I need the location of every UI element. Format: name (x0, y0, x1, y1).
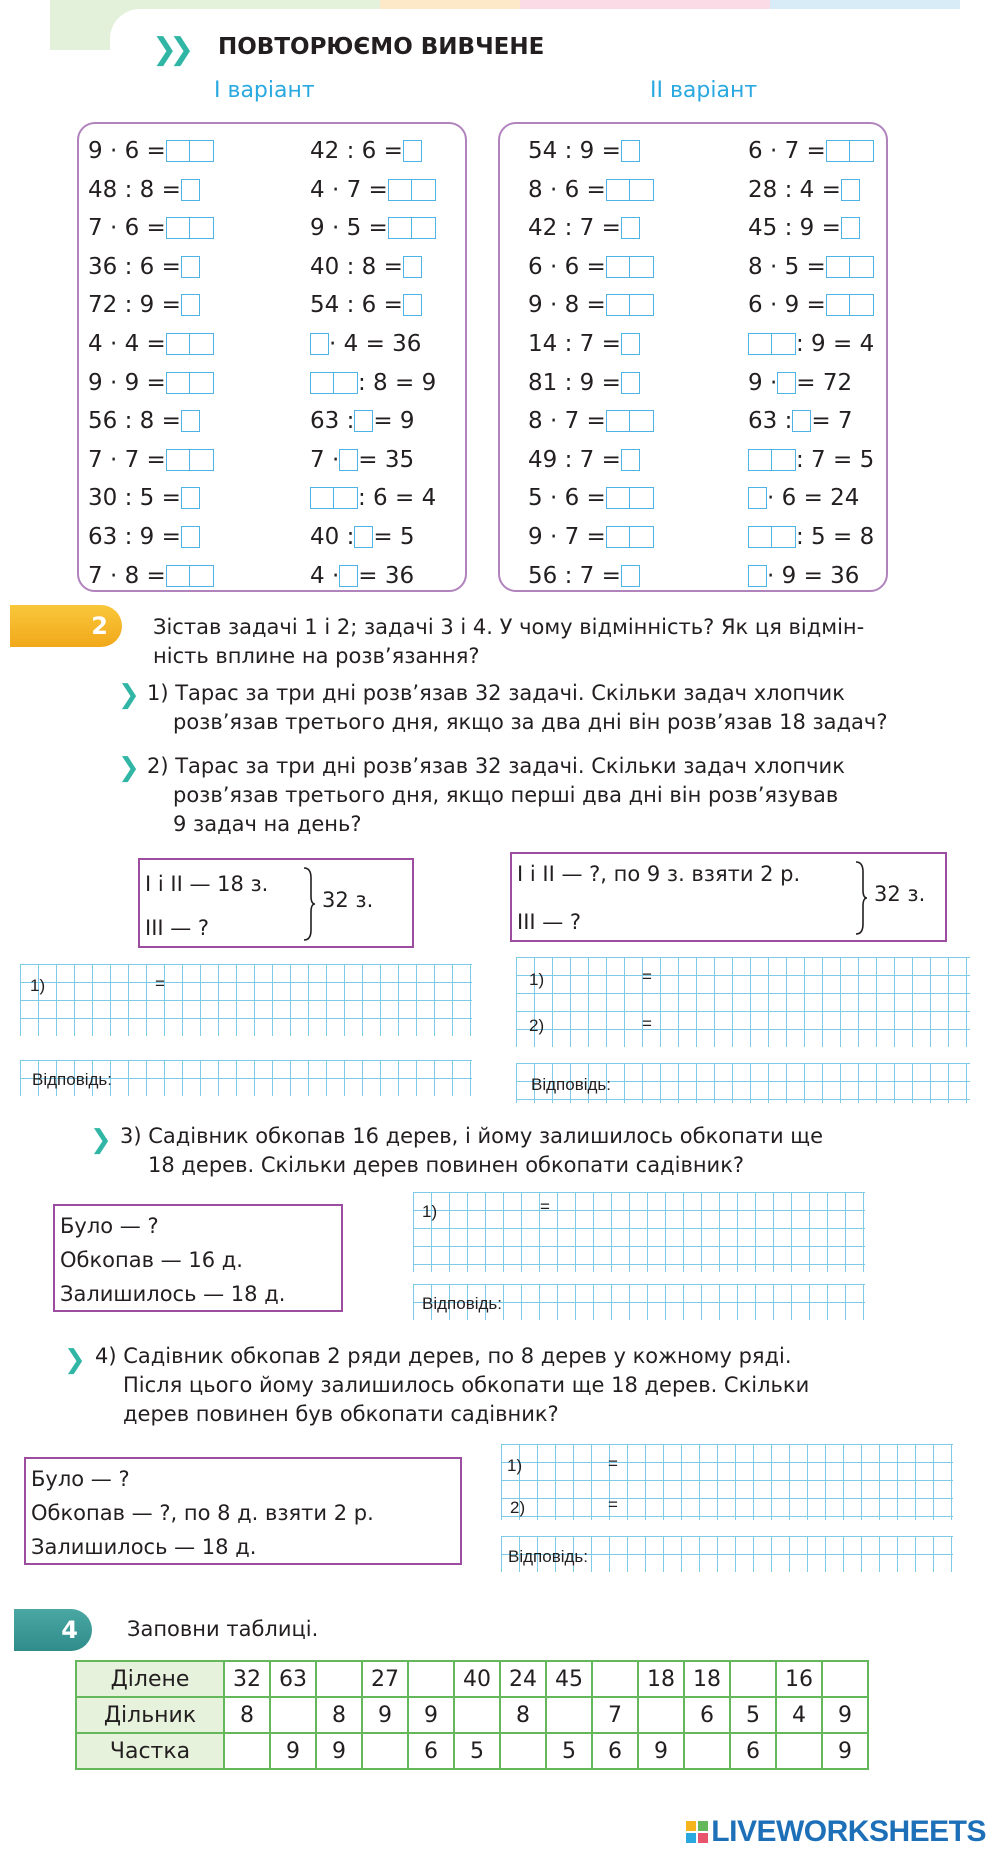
answer-label: Відповідь: (32, 1070, 113, 1089)
answer-box[interactable] (181, 410, 200, 432)
answer-box-two-digit[interactable] (310, 372, 358, 394)
row-header: Дільник (76, 1697, 224, 1733)
answer-box-two-digit[interactable] (748, 449, 796, 471)
exercise-item: 9 · 6 = (88, 137, 214, 165)
exercise-item: 9 · 5 = (310, 214, 436, 242)
condition-3-box: Було — ? Обкопав — 16 д. Залишилось — 18 д. (53, 1204, 343, 1312)
answer-label: Відповідь: (531, 1075, 612, 1094)
exercise-item: 49 : 7 = (528, 446, 640, 474)
exercise-item: 48 : 8 = (88, 176, 200, 204)
exercise-item: 36 : 6 = (88, 253, 200, 281)
problem-3-text: 3) Садівник обкопав 16 дерев, і йому залишилось обкопати ще 18 дерев. Скільки дерев повинен обкопати садівник? (120, 1124, 823, 1177)
exercise-item: 8 · 5 = (748, 253, 874, 281)
page-title: ПОВТОРЮЄМО ВИВЧЕНЕ (218, 34, 545, 60)
answer-box[interactable] (748, 487, 767, 509)
exercise-item: : 6 = 4 (310, 484, 436, 512)
exercise-item: 42 : 7 = (528, 214, 640, 242)
exercise-item: 8 · 6 = (528, 176, 654, 204)
step-label: 1) (30, 976, 46, 995)
exercise-item: 8 · 7 = (528, 407, 654, 435)
table-cell[interactable] (684, 1733, 730, 1769)
exercise-item: 6 · 9 = (748, 291, 874, 319)
table-row (76, 1661, 868, 1697)
answer-box-two-digit[interactable] (606, 487, 654, 509)
table-cell: 63 (270, 1661, 316, 1697)
equals-sign: = (642, 1014, 652, 1033)
table-cell: 9 (822, 1697, 868, 1733)
exercise-item: 56 : 8 = (88, 407, 200, 435)
table-cell: 9 (316, 1733, 362, 1769)
answer-box[interactable] (181, 526, 200, 548)
table-cell: 6 (730, 1733, 776, 1769)
table-cell: 9 (822, 1733, 868, 1769)
table-cell: 45 (546, 1661, 592, 1697)
answer-box-two-digit[interactable] (388, 179, 436, 201)
problem-4-arrow-icon: ❯ (64, 1345, 86, 1375)
strip-pink (520, 0, 770, 9)
table-cell: 8 (224, 1697, 270, 1733)
table-cell[interactable] (730, 1661, 776, 1697)
exercise-item: 40 : = 5 (310, 524, 415, 550)
answer-box-two-digit[interactable] (388, 217, 436, 239)
answer-box[interactable] (354, 410, 373, 432)
liveworksheets-logo: LIVEWORKSHEETS (686, 1815, 986, 1849)
table-cell[interactable] (500, 1733, 546, 1769)
problem-2-text: 2) Тарас за три дні розв’язав 32 задачі. Скільки задач хлопчик розв’язав третього дня, якщо перші два дні він розв’язував 9 задач на день? (147, 754, 845, 836)
table-cell[interactable] (362, 1733, 408, 1769)
condition-4-box: Було — ? Обкопав — ?, по 8 д. взяти 2 р. Залишилось — 18 д. (24, 1457, 462, 1565)
exercise-item: 14 : 7 = (528, 330, 640, 358)
table-cell: 4 (776, 1697, 822, 1733)
task-4-badge: 4 (14, 1609, 92, 1651)
equals-sign: = (540, 1197, 550, 1216)
exercise-item: : 8 = 9 (310, 369, 436, 397)
exercise-item: 30 : 5 = (88, 484, 200, 512)
table-cell[interactable] (270, 1697, 316, 1733)
exercise-item: · 4 = 36 (310, 330, 421, 358)
exercise-item: 9 · 9 = (88, 369, 214, 397)
exercise-item: 63 : = 7 (748, 408, 853, 435)
exercise-item: : 9 = 4 (748, 330, 874, 358)
answer-box[interactable] (777, 372, 796, 394)
exercise-item: 72 : 9 = (88, 291, 200, 319)
table-row (76, 1697, 868, 1733)
task-2-intro: Зістав задачі 1 і 2; задачі 3 і 4. У чому відмінність? Як ця відмін- ність вплине на розв’язання? (153, 615, 865, 668)
solution-grid-3[interactable] (413, 1192, 865, 1272)
table-cell: 5 (730, 1697, 776, 1733)
exercise-item: 6 · 7 = (748, 137, 874, 165)
solution-grid-1[interactable] (20, 964, 472, 1036)
answer-box-two-digit[interactable] (166, 565, 214, 587)
answer-box[interactable] (181, 256, 200, 278)
table-cell[interactable] (776, 1733, 822, 1769)
table-cell[interactable] (638, 1697, 684, 1733)
exercise-item: 5 · 6 = (528, 484, 654, 512)
task-4-prompt: Заповни таблиці. (127, 1617, 319, 1641)
answer-label: Відповідь: (422, 1294, 503, 1313)
answer-box[interactable] (621, 565, 640, 587)
answer-box-two-digit[interactable] (310, 487, 358, 509)
step-label: 1) (422, 1202, 438, 1221)
answer-box[interactable] (403, 140, 422, 162)
answer-box[interactable] (621, 217, 640, 239)
row-header: Частка (76, 1733, 224, 1769)
problem-3-arrow-icon: ❯ (90, 1125, 112, 1155)
table-cell: 18 (684, 1661, 730, 1697)
answer-box[interactable] (181, 487, 200, 509)
table-cell: 7 (592, 1697, 638, 1733)
table-cell: 32 (224, 1661, 270, 1697)
exercise-item: 63 : 9 = (88, 523, 200, 551)
table-cell: 6 (684, 1697, 730, 1733)
table-cell: 5 (454, 1733, 500, 1769)
row-header: Ділене (76, 1661, 224, 1697)
answer-box-two-digit[interactable] (166, 449, 214, 471)
table-cell[interactable] (546, 1697, 592, 1733)
table-cell: 16 (776, 1661, 822, 1697)
answer-box-two-digit[interactable] (826, 256, 874, 278)
answer-box-two-digit[interactable] (606, 179, 654, 201)
table-cell: 18 (638, 1661, 684, 1697)
step-label: 1) (529, 970, 545, 989)
exercise-item: 54 : 6 = (310, 291, 422, 319)
double-chevron-icon: ❯❯ (152, 32, 187, 67)
table-cell: 8 (316, 1697, 362, 1733)
answer-box[interactable] (621, 333, 640, 355)
answer-box-two-digit[interactable] (826, 294, 874, 316)
answer-box-two-digit[interactable] (166, 140, 214, 162)
answer-box-two-digit[interactable] (606, 294, 654, 316)
answer-box[interactable] (621, 372, 640, 394)
table-cell: 9 (638, 1733, 684, 1769)
step-label: 1) (507, 1456, 523, 1475)
answer-box-two-digit[interactable] (606, 526, 654, 548)
problem-1-arrow-icon: ❯ (118, 680, 140, 710)
equals-sign: = (608, 1495, 618, 1514)
table-cell: 9 (270, 1733, 316, 1769)
answer-box[interactable] (339, 449, 358, 471)
exercise-item: 6 · 6 = (528, 253, 654, 281)
answer-box[interactable] (181, 179, 200, 201)
exercise-item: 40 : 8 = (310, 253, 422, 281)
table-cell: 6 (408, 1733, 454, 1769)
strip-green (180, 0, 380, 9)
table-cell: 40 (454, 1661, 500, 1697)
table-cell[interactable] (454, 1697, 500, 1733)
answer-box[interactable] (748, 565, 767, 587)
step-label: 2) (510, 1498, 526, 1517)
exercise-item: 63 : = 9 (310, 408, 415, 435)
exercise-item: 7 · = 35 (310, 446, 415, 473)
problem-4-text: 4) Садівник обкопав 2 ряди дерев, по 8 дерев у кожному ряді. Після цього йому залишилось обкопати ще 18 дерев. Скільки дерев повинен був обкопати садівник? (95, 1344, 810, 1426)
equals-sign: = (155, 974, 165, 993)
variant-2-label: ІІ варіант (650, 78, 758, 103)
table-cell[interactable] (822, 1661, 868, 1697)
answer-box[interactable] (621, 140, 640, 162)
logo-icon (686, 1821, 708, 1843)
answer-box[interactable] (621, 449, 640, 471)
table-cell: 8 (500, 1697, 546, 1733)
condition-1-box: І і ІІ — 18 з. ІІІ — ? 32 з. (138, 858, 414, 948)
equals-sign: = (608, 1454, 618, 1473)
exercise-item: 56 : 7 = (528, 562, 640, 590)
answer-box[interactable] (181, 294, 200, 316)
exercise-item: 4 · 4 = (88, 330, 214, 358)
exercise-item: · 9 = 36 (748, 562, 859, 590)
exercise-item: · 6 = 24 (748, 484, 859, 512)
answer-box-two-digit[interactable] (606, 410, 654, 432)
solution-grid-2[interactable] (516, 957, 970, 1047)
exercise-item: : 5 = 8 (748, 523, 874, 551)
exercise-item: 45 : 9 = (748, 214, 860, 242)
solution-grid-4[interactable] (501, 1444, 953, 1520)
strip-orange (380, 0, 520, 9)
table-row (76, 1733, 868, 1769)
condition-2-box: І і ІІ — ?, по 9 з. взяти 2 р. ІІІ — ? 32 з. (510, 852, 947, 942)
brace-icon (302, 866, 316, 942)
exercise-item: 9 · 7 = (528, 523, 654, 551)
exercise-item: 54 : 9 = (528, 137, 640, 165)
answer-box[interactable] (339, 565, 358, 587)
table-cell: 6 (592, 1733, 638, 1769)
exercise-item: 7 · 7 = (88, 446, 214, 474)
exercise-item: 4 · 7 = (310, 176, 436, 204)
strip-blue (770, 0, 960, 9)
exercise-item: 81 : 9 = (528, 369, 640, 397)
answer-box-two-digit[interactable] (606, 256, 654, 278)
answer-box-two-digit[interactable] (748, 333, 796, 355)
answer-label: Відповідь: (508, 1547, 589, 1566)
answer-box-two-digit[interactable] (826, 140, 874, 162)
exercise-item: : 7 = 5 (748, 446, 874, 474)
table-cell: 9 (408, 1697, 454, 1733)
answer-box[interactable] (841, 217, 860, 239)
problem-1-text: 1) Тарас за три дні розв’язав 32 задачі. Скільки задач хлопчик розв’язав третього дня, якщо за два дні він розв’язав 18 задач? (147, 681, 888, 734)
answer-box[interactable] (354, 526, 373, 548)
table-cell: 27 (362, 1661, 408, 1697)
answer-box-two-digit[interactable] (166, 372, 214, 394)
table-cell[interactable] (224, 1733, 270, 1769)
exercise-item: 4 · = 36 (310, 562, 415, 589)
answer-box-two-digit[interactable] (748, 526, 796, 548)
variant-1-label: І варіант (214, 78, 315, 103)
answer-box-two-digit[interactable] (166, 217, 214, 239)
step-label: 2) (529, 1016, 545, 1035)
exercise-item: 42 : 6 = (310, 137, 422, 165)
exercise-item: 28 : 4 = (748, 176, 860, 204)
answer-box[interactable] (403, 256, 422, 278)
brace-icon (854, 860, 868, 936)
table-cell: 9 (362, 1697, 408, 1733)
answer-box[interactable] (310, 333, 329, 355)
table-cell: 5 (546, 1733, 592, 1769)
answer-box[interactable] (792, 410, 811, 432)
answer-box[interactable] (841, 179, 860, 201)
task-2-badge: 2 (10, 605, 122, 647)
exercise-item: 9 · 8 = (528, 291, 654, 319)
answer-box-two-digit[interactable] (166, 333, 214, 355)
problem-2-arrow-icon: ❯ (118, 753, 140, 783)
table-cell[interactable] (592, 1661, 638, 1697)
equals-sign: = (642, 967, 652, 986)
exercise-item: 7 · 6 = (88, 214, 214, 242)
answer-box[interactable] (403, 294, 422, 316)
exercise-item: 7 · 8 = (88, 562, 214, 590)
division-table (75, 1660, 869, 1770)
table-cell[interactable] (316, 1661, 362, 1697)
table-cell: 24 (500, 1661, 546, 1697)
table-cell[interactable] (408, 1661, 454, 1697)
exercise-item: 9 · = 72 (748, 369, 853, 396)
